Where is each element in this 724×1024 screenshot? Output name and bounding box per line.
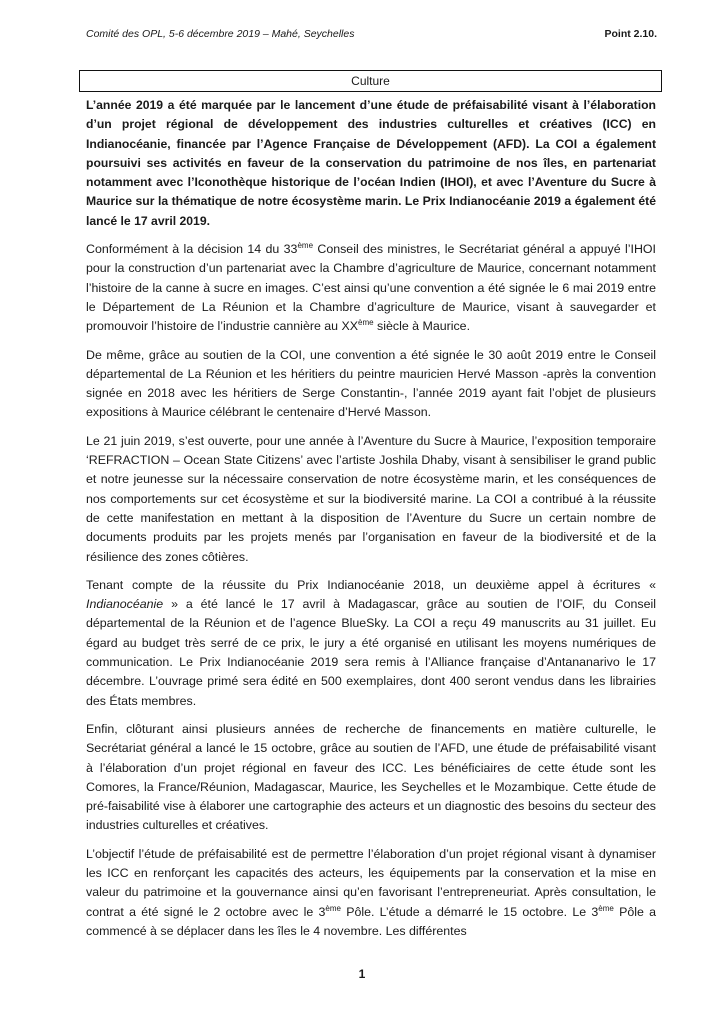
- superscript-ordinal: ème: [325, 903, 341, 913]
- paragraph-ihoi-partnership: [86, 240, 656, 336]
- page-header: [86, 28, 657, 44]
- text-run: Pôle. L’étude a démarré le 15 octobre. Le 3: [340, 904, 599, 919]
- page-number: 1: [358, 967, 366, 981]
- header-meeting-info: Comité des OPL, 5-6 décembre 2019 – Mahé, Seychelles: [86, 28, 355, 40]
- text-run: De même, grâce au soutien de la COI, une convention a été signée le 30 août 2019 entre le Conseil départemental de La Réunion et les héritiers du peintre mauricien Hervé Masson -après la convention signée en 2018 avec les héritiers de Serge Constantin-, l’année 2019 ayant fait l’objet de plusieurs expositions à Maurice célébrant le centenaire d’Hervé Masson.: [86, 347, 656, 420]
- text-run: Le 21 juin 2019, s’est ouverte, pour une année à l’Aventure du Sucre à Maurice, l’exposition temporaire ‘REFRACTION – Ocean State Citizens’ avec l’artiste Joshila Dhaby, visant à sensibiliser le grand public et notre jeunesse sur la nécessaire conservation de notre écosystème marin, et les conséquences de nos comportements sur cet écosystème et sur la biodiversité marine. La COI a contribué à la réussite de cette manifestation en mettant à la disposition de l’Aventure du Sucre un certain nombre de documents produits par les projets menés par l’organisation en faveur de la biodiversité et de la résilience des zones côtières.: [86, 433, 656, 564]
- text-run: L’année 2019 a été marquée par le lancement d’une étude de préfaisabilité visant à l’élaboration d’un projet régional de développement des industries culturelles et créatives (ICC) en Indianocéanie, financée par l’Agence Française de Développement (AFD). La COI a également poursuivi ses activités en faveur de la conservation du patrimoine de nos îles, en partenariat notamment avec l’Iconothèque historique de l’océan Indien (IHOI), et avec l’Aventure du Sucre à Maurice sur la thématique de notre écosystème marin. Le Prix Indianocéanie 2019 a également été lancé le 17 avril 2019.: [86, 98, 656, 228]
- text-run: » a été lancé le 17 avril à Madagascar, grâce au soutien de l’OIF, du Conseil départemental de la Réunion et de l’agence BlueSky. La COI a reçu 49 manuscrits au 31 juillet. Eu égard au budget très serré de ce prix, le jury a été organisé en utilisant les moyens numériques de communication. Le Prix Indianocéanie 2019 sera remis à l’Alliance française d’Antananarivo le 17 décembre. L’ouvrage primé sera édité en 500 exemplaires, dont 400 seront vendus dans les librairies des États membres.: [86, 597, 656, 708]
- text-run: Tenant compte de la réussite du Prix Indianocéanie 2018, un deuxième appel à écritures «: [86, 577, 656, 592]
- paragraph-prix-indianoceanie: [86, 576, 656, 711]
- text-run: Conformément à la décision 14 du 33: [86, 242, 298, 257]
- text-run: Enfin, clôturant ainsi plusieurs années de recherche de financements en matière culturelle, le Secrétariat général a lancé le 15 octobre, grâce au soutien de l’AFD, une étude de préfaisabilité visant à l’élaboration d’un projet régional en faveur des ICC. Les bénéficiaires de cette étude sont les Comores, la France/Réunion, Madagascar, Maurice, les Seychelles et le Mozambique. Cette étude de pré-faisabilité vise à élaborer une cartographie des acteurs et un diagnostic des besoins du secteur des industries culturelles et créatives.: [86, 721, 656, 833]
- document-body: [86, 96, 656, 950]
- text-run: siècle à Maurice.: [373, 319, 471, 334]
- superscript-ordinal: ème: [358, 318, 374, 328]
- header-agenda-point: Point 2.10.: [604, 28, 657, 40]
- section-title: Culture: [79, 70, 662, 92]
- superscript-ordinal: ème: [598, 903, 614, 913]
- text-run: Conseil des ministres, le Secrétariat général a appuyé l’IHOI pour la construction d’un partenariat avec la Chambre d’agriculture de Maurice, concernant notamment l’histoire de la canne à sucre en images. C’est ainsi qu’une convention a été signée le 6 mai 2019 entre le Département de La Réunion et la Chambre d’agriculture de Maurice, visant à sauvegarder et promouvoir l’histoire de l’industrie cannière au XX: [86, 242, 656, 334]
- paragraph-refraction-exhibition: [86, 432, 656, 567]
- paragraph-study-objective: [86, 845, 656, 941]
- italic-term: Indianocéanie: [86, 597, 164, 612]
- paragraph-icc-study: [86, 720, 656, 836]
- text-run: L’objectif l’étude de préfaisabilité est de permettre l’élaboration d’un projet régional visant à dynamiser les ICC en renforçant les capacités des acteurs, les équipements par la conservation et la mise en valeur du patrimoine et la gouvernance ainsi qu’en favorisant l’entrepreneuriat. Après consultation, le contrat a été signé le 2 octobre avec le 3: [86, 846, 656, 919]
- superscript-ordinal: ème: [297, 241, 314, 251]
- paragraph-summary: [86, 96, 656, 231]
- paragraph-herve-masson: [86, 346, 656, 423]
- text-run: Pôle a commencé à se déplacer dans les îles le 4 novembre. Les différentes: [86, 904, 657, 938]
